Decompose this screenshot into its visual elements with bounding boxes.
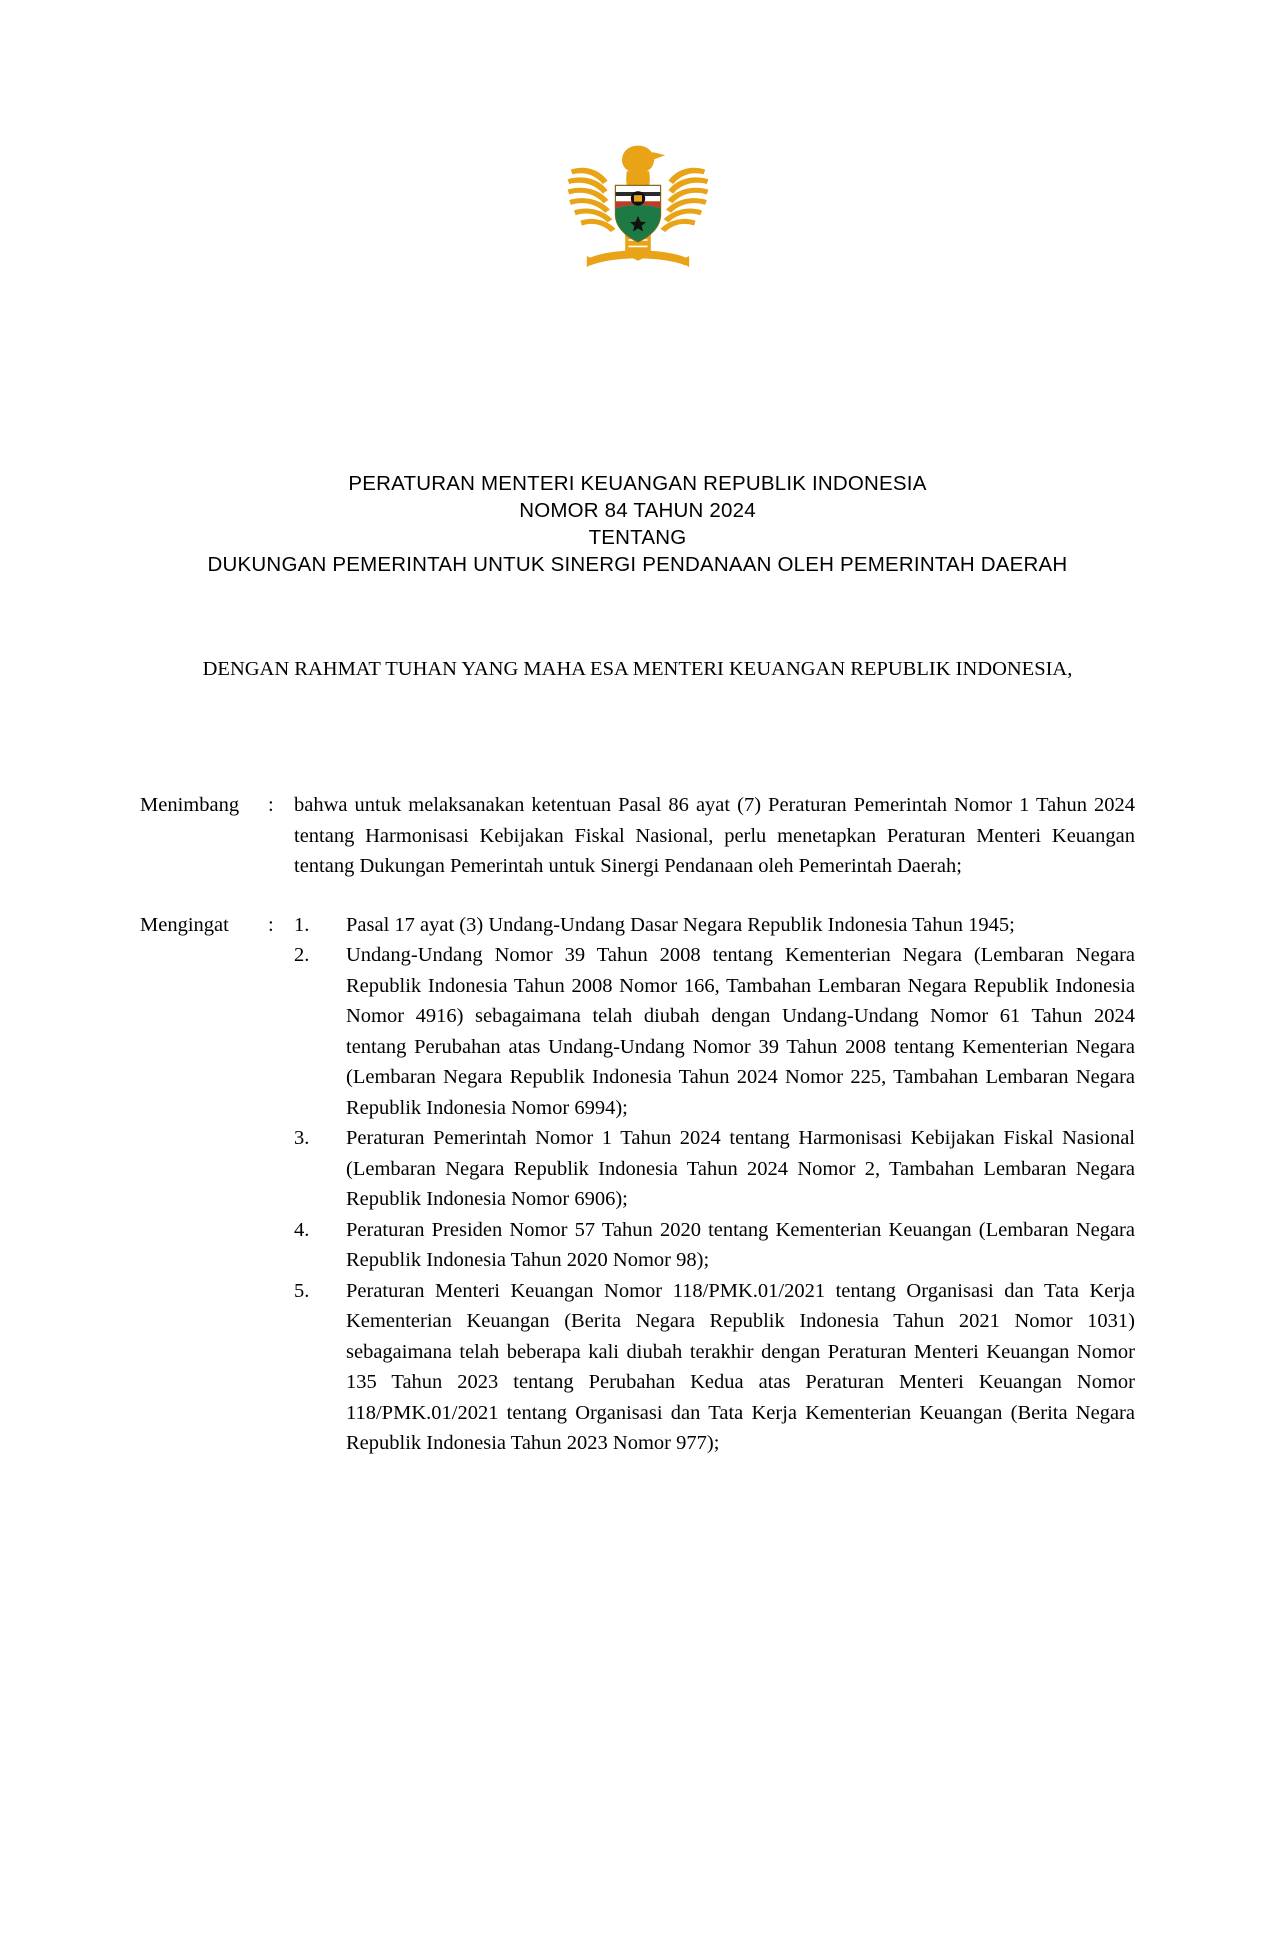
- list-item-number: 2.: [294, 944, 310, 966]
- list-item: [294, 1123, 1135, 1215]
- list-item-number: 3.: [294, 1127, 310, 1149]
- menimbang-text: bahwa untuk melaksanakan ketentuan Pasal 86 ayat (7) Peraturan Pemerintah Nomor 1 Tahun 2024 tentang Harmonisasi Kebijakan Fiskal Nasional, perlu menetapkan Peraturan Menteri Keuangan tentang Dukungan Pemerintah untuk Sinergi Pendanaan oleh Pemerintah Daerah;: [294, 794, 1135, 877]
- menimbang-clause: [140, 790, 1135, 882]
- list-item: [294, 910, 1135, 941]
- list-item-number: 5.: [294, 1279, 310, 1302]
- menimbang-colon: :: [268, 794, 274, 816]
- list-item-text: Peraturan Presiden Nomor 57 Tahun 2020 tentang Kementerian Keuangan (Lembaran Negara Republik Indonesia Tahun 2020 Nomor 98);: [346, 1218, 1135, 1271]
- mengingat-colon: :: [268, 913, 274, 936]
- title-line-regulation: PERATURAN MENTERI KEUANGAN REPUBLIK INDONESIA: [348, 472, 927, 495]
- subtitle-blessing: DENGAN RAHMAT TUHAN YANG MAHA ESA: [202, 658, 628, 680]
- menimbang-label: Menimbang: [140, 794, 240, 816]
- title-line-subject: DUKUNGAN PEMERINTAH UNTUK SINERGI PENDANAAN OLEH PEMERINTAH DAERAH: [207, 553, 1068, 576]
- list-item: [294, 1276, 1135, 1459]
- list-item: [294, 940, 1135, 1123]
- mengingat-list: [294, 910, 1135, 1459]
- subtitle-minister: MENTERI KEUANGAN REPUBLIK INDONESIA,: [632, 658, 1073, 680]
- mengingat-clause: [140, 910, 1135, 1459]
- title-line-number: NOMOR 84 TAHUN 2024: [519, 499, 756, 522]
- list-item-text: Peraturan Menteri Keuangan Nomor 118/PMK.01/2021 tentang Organisasi dan Tata Kerja Kementerian Keuangan (Berita Negara Republik Indonesia Tahun 2021 Nomor 1031) sebagaimana telah beberapa kali diubah terakhir dengan Peraturan Menteri Keuangan Nomor 135 Tahun 2023 tentang Perubahan Kedua atas Peraturan Menteri Keuangan Nomor 118/PMK.01/2021 tentang Organisasi dan Tata Kerja Kementerian Keuangan (Berita Negara Republik Indonesia Tahun 2023 Nomor 977);: [346, 1279, 1135, 1454]
- list-item: [294, 1215, 1135, 1276]
- mengingat-list-wrap: [294, 910, 1135, 1459]
- document-subtitle-block: [0, 645, 1275, 693]
- list-item-number: 1.: [294, 913, 310, 936]
- document-body: [140, 790, 1135, 1487]
- list-item-number: 4.: [294, 1218, 310, 1241]
- document-title-block: [0, 470, 1275, 578]
- garuda-pancasila-emblem: [558, 128, 718, 288]
- list-item-text: Undang-Undang Nomor 39 Tahun 2008 tentang Kementerian Negara (Lembaran Negara Republik Indonesia Tahun 2008 Nomor 166, Tambahan Lembaran Negara Republik Indonesia Nomor 4916) sebagaimana telah diubah dengan Undang-Undang Nomor 61 Tahun 2024 tentang Perubahan atas Undang-Undang Nomor 39 Tahun 2008 tentang Kementerian Negara (Lembaran Negara Republik Indonesia Tahun 2024 Nomor 225, Tambahan Lembaran Negara Republik Indonesia Nomor 6994);: [346, 944, 1135, 1119]
- list-item-text: Pasal 17 ayat (3) Undang-Undang Dasar Negara Republik Indonesia Tahun 1945;: [346, 913, 1015, 936]
- title-line-tentang: TENTANG: [588, 526, 687, 549]
- list-item-text: Peraturan Pemerintah Nomor 1 Tahun 2024 tentang Harmonisasi Kebijakan Fiskal Nasional (Lembaran Negara Republik Indonesia Tahun 2024 Nomor 2, Tambahan Lembaran Negara Republik Indonesia Nomor 6906);: [346, 1127, 1135, 1210]
- mengingat-label: Mengingat: [140, 913, 229, 936]
- emblem-container: [0, 128, 1275, 288]
